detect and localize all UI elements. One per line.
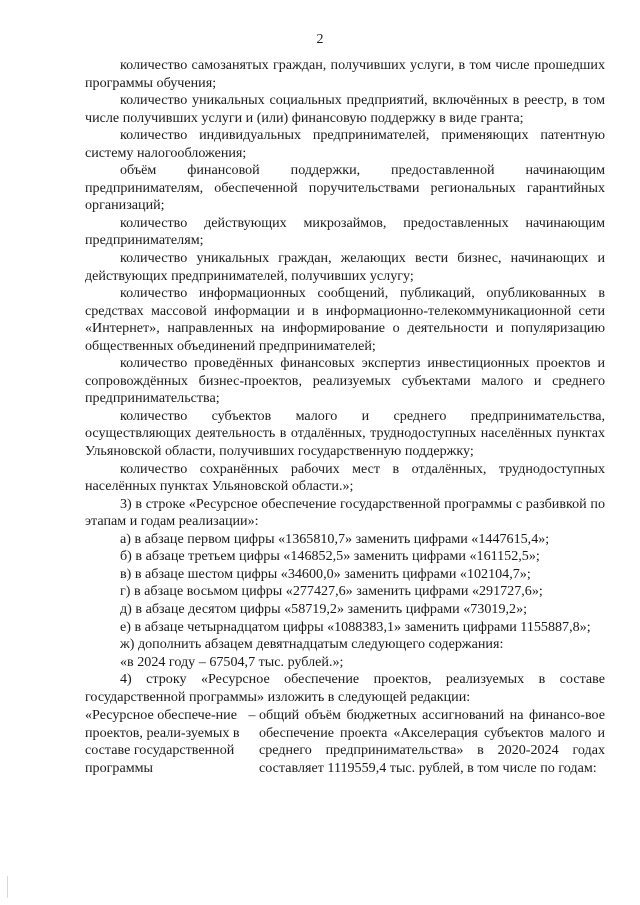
paragraph: количество субъектов малого и среднего предпринимательства, осуществляющих деятельность в отдалённых, труднодоступных населённых пунктах Ульяновской области, получивших государственную поддержку; — [85, 407, 605, 460]
paragraph: 3) в строке «Ресурсное обеспечение государственной программы с разбивкой по этапам и годам реализации»: — [85, 495, 605, 530]
paragraph: количество проведённых финансовых экспертиз инвестиционных проектов и сопровождённых бизнес-проектов, реализуемых субъектами малого и среднего предпринимательства; — [85, 355, 605, 407]
paragraph: а) в абзаце первом цифры «1365810,7» заменить цифрами «1447615,4»; — [120, 530, 550, 547]
paragraph: е) в абзаце четырнадцатом цифры «1088383,1» заменить цифрами 1155887,8»; — [120, 618, 591, 635]
paragraph: ж) дополнить абзацем девятнадцатым следующего содержания: — [120, 636, 504, 653]
paragraph: объём финансовой поддержки, предоставленной начинающим предпринимателям, обеспеченной поручительствами региональных гарантийных организаций; — [85, 162, 605, 214]
paragraph: «в 2024 году – 67504,7 тыс. рублей.»; — [120, 653, 344, 670]
paragraph: б) в абзаце третьем цифры «146852,5» заменить цифрами «161152,5»; — [120, 548, 540, 565]
paragraph: д) в абзаце десятом цифры «58719,2» заменить цифрами «73019,2»; — [120, 600, 528, 617]
document-body — [85, 57, 605, 777]
table-right-cell: общий объём бюджетных ассигнований на финансо-вое обеспечение проекта «Акселерация субъектов малого и среднего предпринимательства» в 2020-2024 годах составляет 1119559,4 тыс. рублей, в том числе по годам: — [259, 707, 605, 776]
paragraph: количество уникальных граждан, желающих вести бизнес, начинающих и действующих предпринимателей, получивших услугу; — [85, 250, 605, 284]
table-dash: – — [248, 707, 256, 724]
scan-edge-mark — [7, 876, 8, 898]
paragraph: количество информационных сообщений, публикаций, опубликованных в средствах массовой информации и в информационно-телекоммуникационной сети «Интернет», направленных на информирование о деятельности и популяризацию общественных объединений предпринимателей; — [85, 285, 605, 354]
paragraph: 4) строку «Ресурсное обеспечение проектов, реализуемых в составе государственной программы» изложить в следующей редакции: — [85, 671, 605, 705]
paragraph: в) в абзаце шестом цифры «34600,0» заменить цифрами «102104,7»; — [120, 565, 531, 582]
paragraph: количество действующих микрозаймов, предоставленных начинающим предпринимателям; — [85, 214, 605, 249]
table-left-cell: «Ресурсное обеспече-ние проектов, реали-зуемых в составе государственной программы — [85, 707, 240, 776]
paragraph: количество индивидуальных предпринимателей, применяющих патентную систему налогообложения; — [85, 127, 605, 161]
paragraph: количество самозанятых граждан, получивших услуги, в том числе прошедших программы обучения; — [85, 57, 605, 91]
page-number: 2 — [316, 32, 324, 47]
paragraph: г) в абзаце восьмом цифры «277427,6» заменить цифрами «291727,6»; — [120, 583, 543, 600]
paragraph: количество сохранённых рабочих мест в отдалённых, труднодоступных населённых пунктах Ульяновской области.»; — [85, 460, 605, 495]
resource-table — [85, 707, 605, 777]
paragraph: количество уникальных социальных предприятий, включённых в реестр, в том числе получивших услуги и (или) финансовую поддержку в виде гранта; — [85, 92, 605, 126]
